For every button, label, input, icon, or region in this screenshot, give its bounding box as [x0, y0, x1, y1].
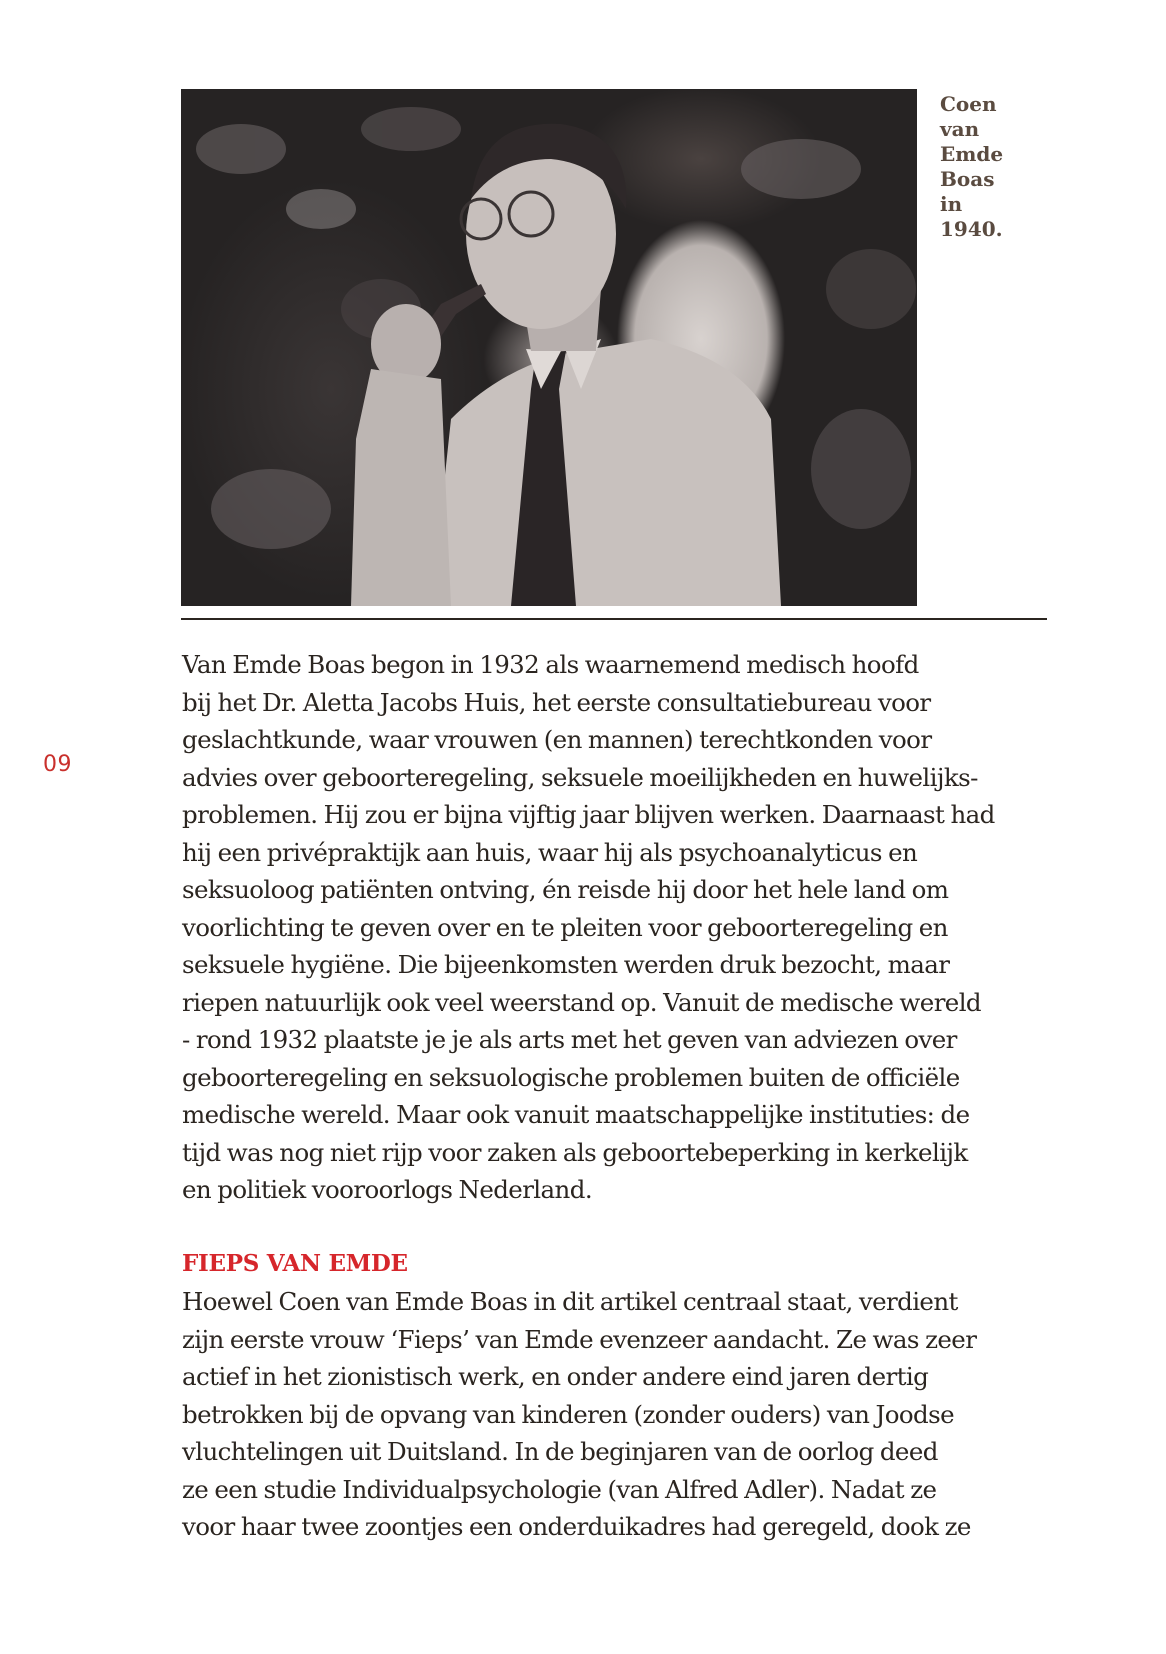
- text-line: medische wereld. Maar ook vanuit maatschappelijke instituties: de: [182, 1100, 970, 1129]
- page-number: 09: [43, 752, 72, 777]
- text-line: zijn eerste vrouw ‘Fieps’ van Emde evenzeer aandacht. Ze was zeer: [182, 1324, 977, 1354]
- text-line: geslachtkunde, waar vrouwen (en mannen) terechtkonden voor: [182, 725, 932, 754]
- text-line: vluchtelingen uit Duitsland. In de beginjaren van de oorlog deed: [182, 1437, 938, 1466]
- text-line: en politiek vooroorlogs Nederland.: [182, 1175, 593, 1204]
- text-line: bij het Dr. Aletta Jacobs Huis, het eerste consultatiebureau voor: [182, 687, 931, 717]
- text-line: - rond 1932 plaatste je je als arts met het geven van adviezen over: [182, 1025, 957, 1054]
- text-line: riepen natuurlijk ook veel weerstand op. Vanuit de medische wereld: [182, 987, 982, 1017]
- text-line: advies over geboorteregeling, seksuele moeilijkheden en huwelijks-: [182, 762, 978, 792]
- text-line: betrokken bij de opvang van kinderen (zonder ouders) van Joodse: [182, 1399, 955, 1429]
- text-line: hij een privépraktijk aan huis, waar hij als psychoanalyticus en: [182, 837, 918, 867]
- text-line: voorlichting te geven over en te pleiten voor geboorteregeling en: [182, 912, 948, 942]
- divider-rule: [181, 618, 1047, 620]
- portrait-photo: [181, 89, 917, 606]
- text-line: geboorteregeling en seksuologische problemen buiten de officiële: [182, 1062, 960, 1092]
- article-paragraph-2: [182, 1283, 1062, 1546]
- text-line: problemen. Hij zou er bijna vijftig jaar blijven werken. Daarnaast had: [182, 800, 995, 829]
- section-heading: FIEPS VAN EMDE: [182, 1250, 408, 1277]
- text-line: voor haar twee zoontjes een onderduikadres had geregeld, dook ze: [182, 1512, 971, 1541]
- portrait-illustration: [181, 89, 917, 606]
- text-line: tijd was nog niet rijp voor zaken als geboortebeperking in kerkelijk: [182, 1137, 968, 1167]
- text-line: seksuoloog patiënten ontving, én reisde hij door het hele land om: [182, 875, 949, 904]
- photo-caption: Coen van Emde Boas in 1940.: [940, 92, 1004, 241]
- text-line: actief in het zionistisch werk, en onder andere eind jaren dertig: [182, 1362, 929, 1391]
- text-line: ze een studie Individualpsychologie (van Alfred Adler). Nadat ze: [182, 1474, 937, 1504]
- text-line: seksuele hygiëne. Die bijeenkomsten werden druk bezocht, maar: [182, 950, 950, 979]
- text-line: Van Emde Boas begon in 1932 als waarnemend medisch hoofd: [182, 650, 919, 679]
- article-paragraph-1: [182, 646, 1062, 1209]
- text-line: Hoewel Coen van Emde Boas in dit artikel centraal staat, verdient: [182, 1287, 958, 1316]
